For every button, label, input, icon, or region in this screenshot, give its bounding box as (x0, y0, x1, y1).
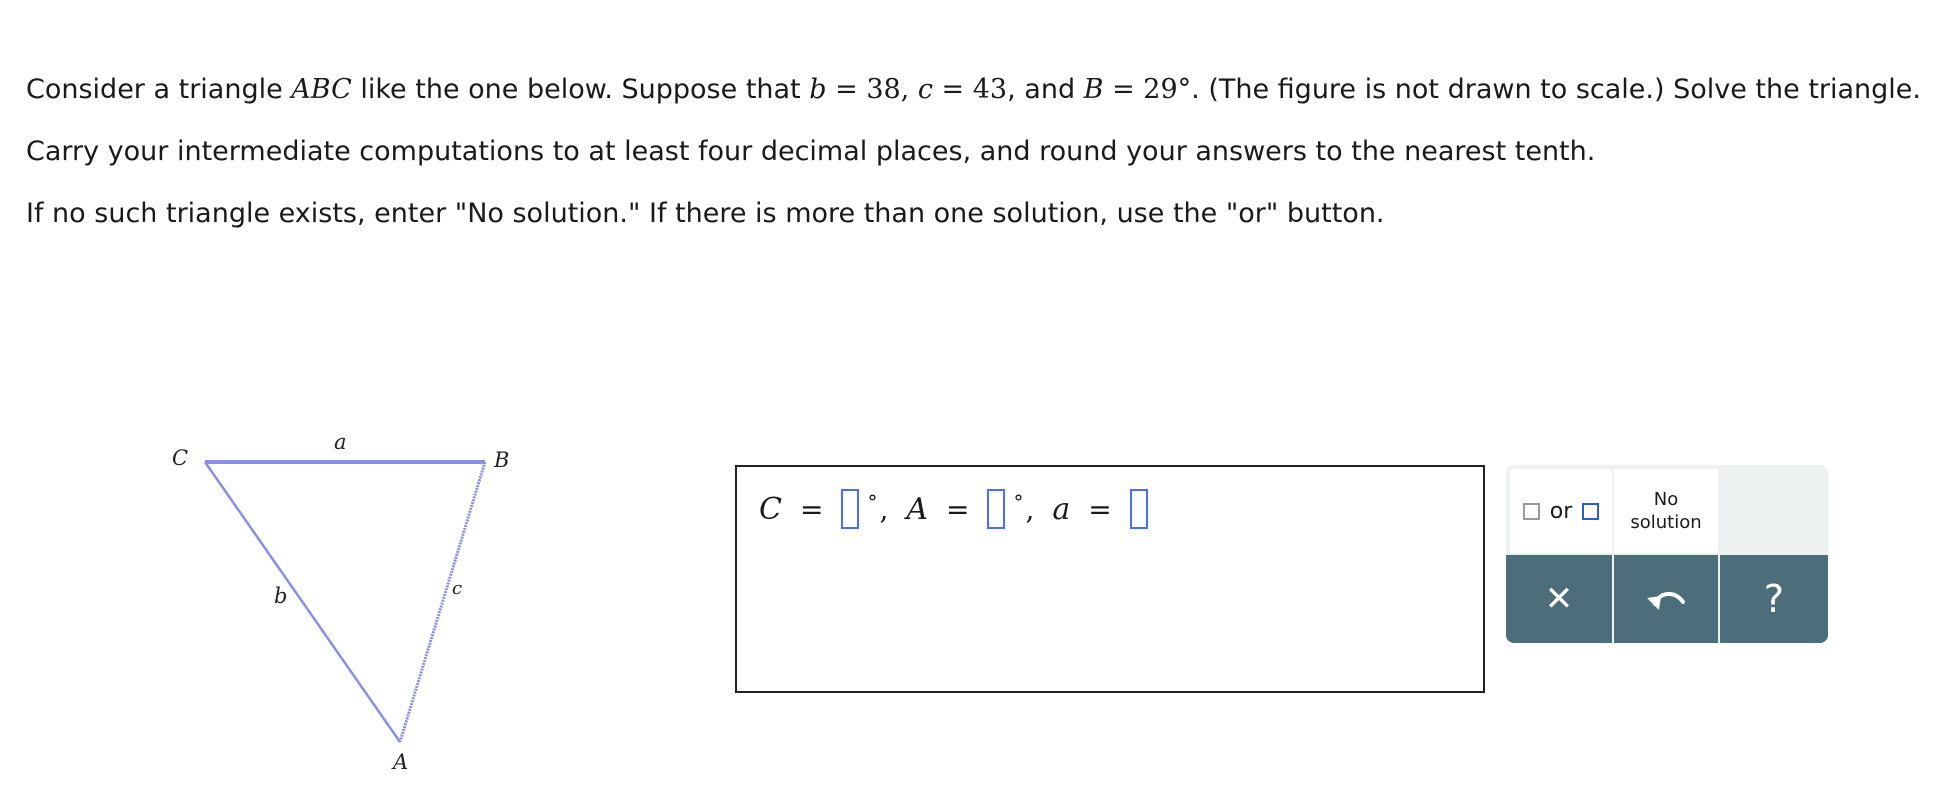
side-c-line (400, 462, 485, 742)
answer-input-area[interactable] (735, 465, 1485, 693)
problem-text: , and (1007, 74, 1084, 105)
selected-box-icon (1582, 503, 1599, 520)
angle-A-input[interactable] (987, 489, 1005, 529)
empty-box-icon (1523, 503, 1540, 520)
vertex-A-label: A (393, 750, 409, 774)
var-c: c (917, 74, 933, 105)
equals-sign: = (946, 492, 970, 526)
problem-paragraph-3: If no such triangle exists, enter "No solution." If there is more than one solution, use the "or" button. (26, 198, 1385, 229)
side-a-answer-label: a (1052, 491, 1071, 527)
undo-icon (1643, 584, 1689, 614)
B-value: = 29° (1103, 74, 1192, 105)
no-solution-button[interactable] (1614, 469, 1718, 553)
equals-sign: = (799, 492, 824, 526)
clear-button[interactable] (1506, 555, 1612, 643)
angle-A-label: A (906, 491, 929, 527)
problem-paragraph-1 (26, 70, 1926, 110)
problem-text: like the one below. Suppose that (351, 74, 810, 105)
degree-sign: ° (867, 490, 878, 514)
triangle-name: ABC (291, 74, 352, 105)
or-button[interactable] (1510, 469, 1612, 553)
vertex-C-label: C (172, 446, 189, 470)
var-b: b (809, 74, 827, 105)
equals-sign: = (1088, 492, 1112, 526)
side-a-label: a (334, 430, 347, 454)
triangle-svg (150, 420, 550, 780)
side-b-label: b (274, 584, 288, 608)
angle-C-input[interactable] (841, 489, 859, 529)
comma: , (879, 492, 889, 526)
or-label: or (1549, 498, 1573, 524)
problem-text: Consider a triangle (26, 74, 292, 105)
no-solution-label-2: solution (1630, 512, 1702, 533)
problem-paragraph-2: Carry your intermediate computations to at least four decimal places, and round your answers to the nearest tenth. (26, 136, 1596, 167)
c-value: = 43 (932, 74, 1008, 105)
answer-line (759, 489, 1148, 529)
b-value: = 38, (826, 74, 918, 105)
angle-C-label: C (759, 491, 782, 527)
vertex-B-label: B (494, 448, 510, 472)
side-c-label: c (452, 578, 463, 599)
side-b-line (205, 462, 400, 742)
degree-sign: ° (1013, 490, 1024, 514)
side-a-input[interactable] (1130, 489, 1148, 529)
undo-button[interactable] (1614, 555, 1718, 643)
help-icon: ? (1763, 577, 1785, 621)
problem-text: . (The figure is not drawn to scale.) Solve the triangle. (1191, 74, 1922, 105)
help-button[interactable] (1720, 555, 1828, 643)
answer-keypad (1506, 465, 1828, 643)
close-icon: ✕ (1544, 579, 1574, 619)
no-solution-label-1: No (1653, 489, 1679, 510)
problem-statement (26, 70, 1926, 234)
var-B: B (1083, 74, 1104, 105)
triangle-figure (150, 420, 550, 780)
comma: , (1025, 492, 1035, 526)
